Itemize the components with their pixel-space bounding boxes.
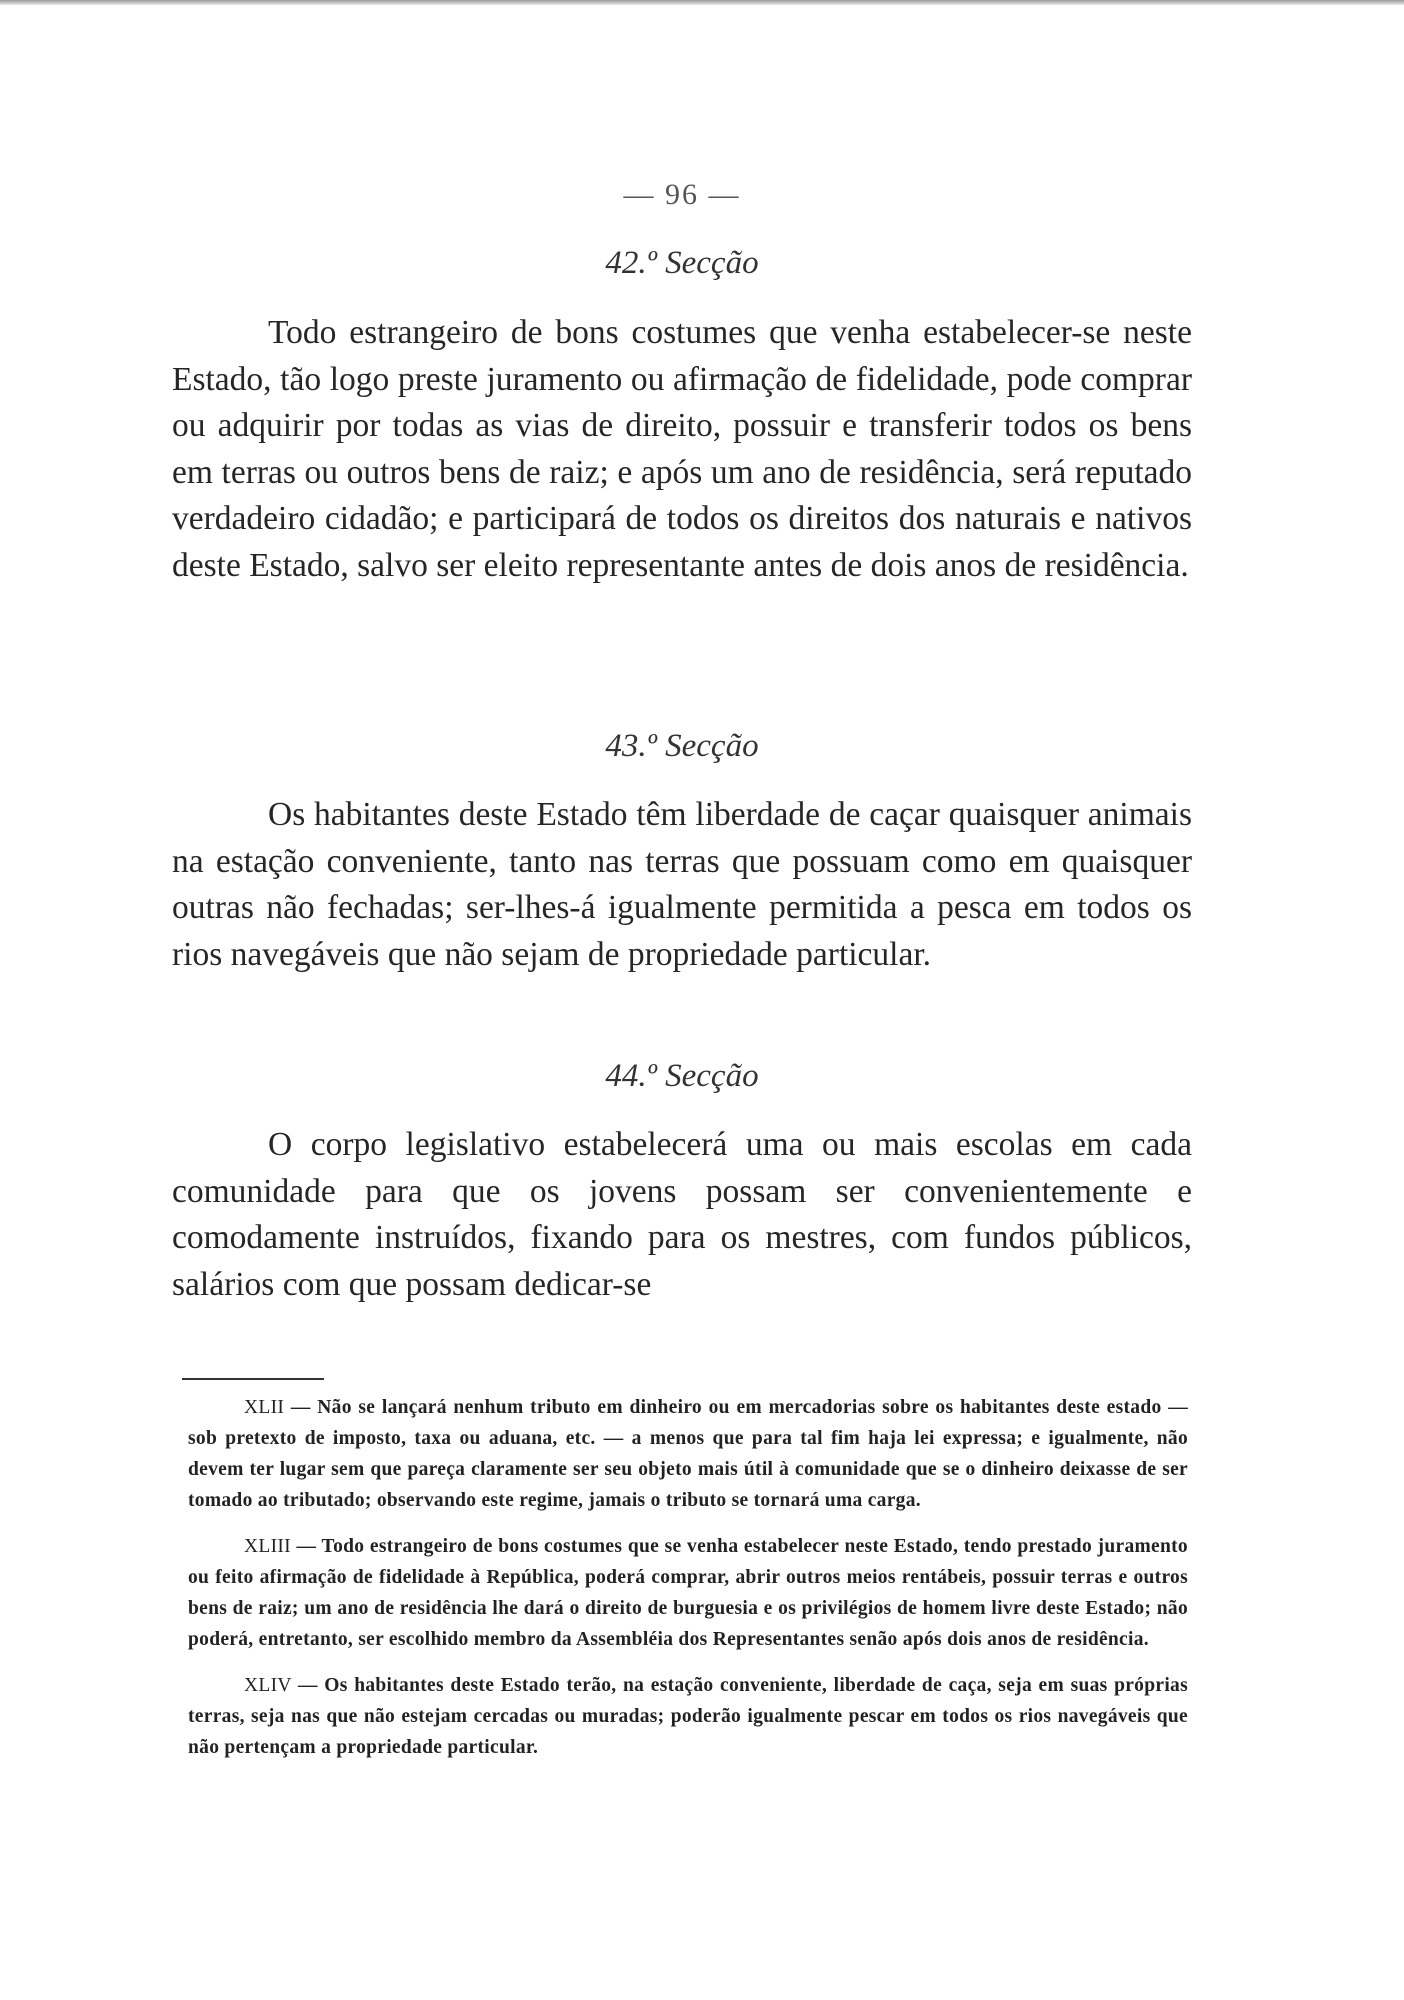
book-page (172, 0, 1192, 2000)
section-text-44: O corpo legislativo estabelecerá uma ou mais escolas em cada comunidade para que os jovens possam ser convenientemente e comodamente instruídos, fixando para os mestres, com fundos públicos, salários com que possam dedicar-se (172, 1126, 1192, 1303)
footnotes (188, 1392, 1188, 1778)
footnote-text: — Os habitantes deste Estado terão, na estação conveniente, liberdade de caça, seja em suas próprias terras, seja nas que não estejam cercadas ou muradas; poderão igualmente pescar em todos os rios navegáveis que não pertençam a propriedade particular. (188, 1675, 1188, 1758)
footnote-divider (182, 1378, 324, 1380)
footnote-text: — Todo estrangeiro de bons costumes que se venha estabelecer neste Estado, tendo prestado juramento ou feito afirmação de fidelidade à República, poderá comprar, abrir outros meios rentábeis, possuir terras e outros bens de raiz; um ano de residência lhe dará o direito de burguesia e os privilégios de homem livre deste Estado; não poderá, entretanto, ser escolhido membro da Assembléia dos Representantes senão após dois anos de residência. (188, 1536, 1188, 1650)
section-title-43: 43.º Secção (605, 728, 759, 764)
section-title-42: 42.º Secção (605, 245, 759, 281)
footnote-id: XLIV (244, 1675, 292, 1696)
footnote-xliv (188, 1670, 1188, 1763)
footnote-id: XLII (244, 1397, 285, 1418)
section-text-43: Os habitantes deste Estado têm liberdade de caçar quaisquer animais na estação conveniente, tanto nas terras que possuam como em quaisquer outras não fechadas; ser-lhes-á igualmente permitida a pesca em todos os rios navegáveis que não sejam de propriedade particular. (172, 796, 1192, 973)
section-title-44: 44.º Secção (605, 1058, 759, 1094)
footnote-xlii (188, 1392, 1188, 1516)
section-text-42: Todo estrangeiro de bons costumes que venha estabelecer-se neste Estado, tão logo preste juramento ou afirmação de fidelidade, pode comprar ou adquirir por todas as vias de direito, possuir e transferir todos os bens em terras ou outros bens de raiz; e após um ano de residência, será reputado verdadeiro cidadão; e participará de todos os direitos dos naturais e nativos deste Estado, salvo ser eleito representante antes de dois anos de residência. (172, 314, 1192, 584)
page-number: — 96 — (623, 178, 741, 211)
footnote-xliii (188, 1531, 1188, 1655)
footnote-id: XLIII (244, 1536, 291, 1557)
footnote-text: — Não se lançará nenhum tributo em dinheiro ou em mercadorias sobre os habitantes deste estado — sob pretexto de imposto, taxa ou aduana, etc. — a menos que para tal fim haja lei expressa; e igualmente, não devem ter lugar sem que pareça claramente ser seu objeto mais útil à comunidade que se o dinheiro deixasse de ser tomado ao tributado; observando este regime, jamais o tributo se tornará uma carga. (188, 1397, 1188, 1511)
